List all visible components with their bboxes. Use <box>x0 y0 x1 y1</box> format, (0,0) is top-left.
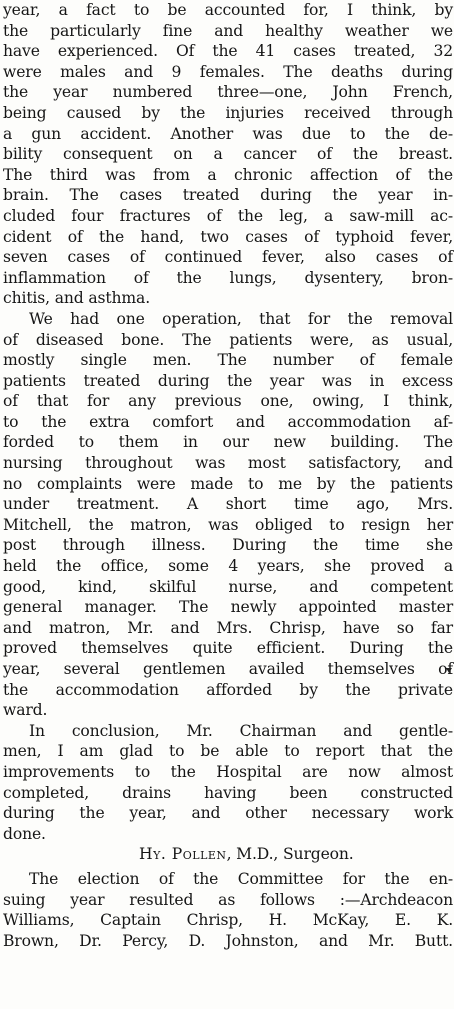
text-line: general manager. The newly appointed master <box>3 598 453 617</box>
text-line: inflammation of the lungs, dysentery, bron- <box>3 268 453 287</box>
committee-election-paragraph <box>3 869 453 951</box>
text-line: cident of the hand, two cases of typhoid fever, <box>3 227 453 246</box>
signature-name: Hy. Pollen <box>139 845 227 864</box>
signature-suffix: , M.D., Surgeon. <box>226 845 354 864</box>
text-line: nursing throughout was most satisfactory, and <box>3 454 453 473</box>
text-line: the year numbered three—one, John French, <box>3 83 453 102</box>
text-line: completed, drains having been constructed <box>3 783 453 802</box>
text-line: chitis, and asthma. <box>3 289 151 308</box>
text-line: proved themselves quite efficient. During the <box>3 639 453 658</box>
text-line: The election of the Committee for the en- <box>29 869 453 888</box>
text-line: the particularly fine and healthy weather we <box>3 21 453 40</box>
text-line: Williams, Captain Chrisp, H. McKay, E. K. <box>3 911 453 930</box>
text-line: cluded four fractures of the leg, a saw-mill ac- <box>3 206 453 225</box>
text-line: patients treated during the year was in excess <box>3 371 453 390</box>
text-line: Brown, Dr. Percy, D. Johnston, and Mr. Butt. <box>3 931 453 950</box>
text-line: of that for any previous one, owing, I think, <box>3 392 453 411</box>
report-paragraph-conclusion <box>3 721 453 845</box>
text-line: of diseased bone. The patients were, as usual, <box>3 330 453 349</box>
text-line: the accommodation afforded by the private <box>3 680 453 699</box>
text-line: year, several gentlemen availed themselves of <box>3 660 453 678</box>
text-line: were males and 9 females. The deaths during <box>3 62 453 81</box>
text-line: bility consequent on a cancer of the breast. <box>3 145 453 164</box>
text-line: The third was from a chronic affection of the <box>3 165 453 184</box>
text-line: In conclusion, Mr. Chairman and gentle- <box>29 721 453 740</box>
surgeon-signature <box>3 844 453 865</box>
text-line: post through illness. During the time she <box>3 536 453 555</box>
text-line: being caused by the injuries received through <box>3 103 453 122</box>
text-line: ward. <box>3 701 48 720</box>
text-line: have experienced. Of the 41 cases treated, 32 <box>3 42 453 61</box>
text-line: during the year, and other necessary work <box>3 804 453 823</box>
text-line: good, kind, skilful nurse, and competent <box>3 577 453 596</box>
text-line: brain. The cases treated during the year in- <box>3 186 453 205</box>
text-line: to the extra comfort and accommodation af- <box>3 412 453 431</box>
text-line: year, a fact to be accounted for, I think, by <box>3 1 453 19</box>
article-text-column <box>3 0 453 951</box>
text-line: no complaints were made to me by the patients <box>3 474 453 493</box>
text-line: improvements to the Hospital are now almost <box>3 762 453 781</box>
text-line: held the office, some 4 years, she proved a <box>3 557 453 576</box>
text-line: We had one operation, that for the removal <box>29 309 453 328</box>
text-line: a gun accident. Another was due to the de- <box>3 124 453 143</box>
text-line: suing year resulted as follows :—Archdeacon <box>3 890 453 909</box>
print-mark-icon <box>446 668 452 673</box>
text-line: under treatment. A short time ago, Mrs. <box>3 495 453 514</box>
report-paragraph-operations <box>3 309 453 721</box>
text-line: seven cases of continued fever, also cases of <box>3 248 453 267</box>
text-line: Mitchell, the matron, was obliged to resign her <box>3 515 453 534</box>
text-line: done. <box>3 824 46 843</box>
text-line: and matron, Mr. and Mrs. Chrisp, have so far <box>3 618 453 637</box>
text-line: men, I am glad to be able to report that the <box>3 742 453 761</box>
text-line: forded to them in our new building. The <box>3 433 453 452</box>
report-paragraph-statistics <box>3 0 453 309</box>
text-line: mostly single men. The number of female <box>3 351 453 370</box>
